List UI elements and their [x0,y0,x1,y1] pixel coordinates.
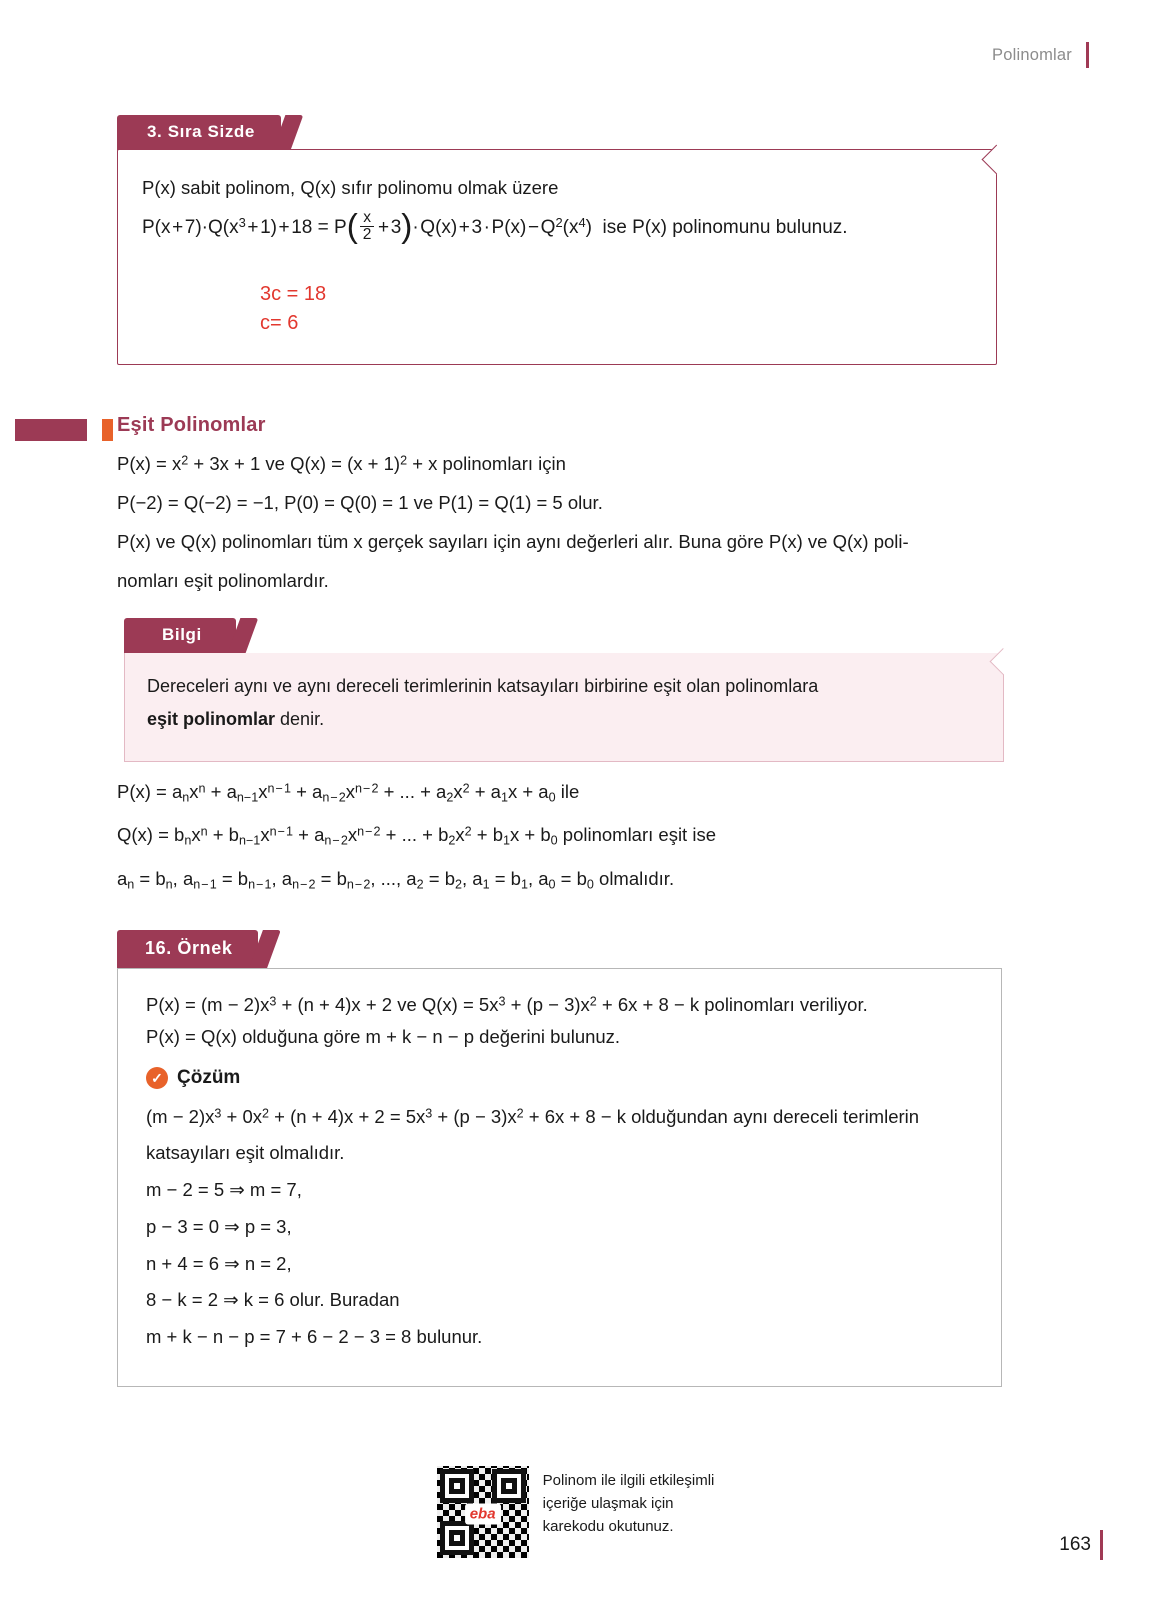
equation-part1: P(x + $7)\cdot Q(x^3$ + 1) + 18 = P [142,214,347,238]
bilgi-box [124,653,1004,762]
bilgi-corner-fold [990,648,1017,675]
corner-fold-decoration [982,145,1012,175]
qr-caption-line-1: Polinom ile ilgili etkileşimli [542,1472,715,1489]
paragraph-3: P(x) ve Q(x) polinomları tüm x gerçek sayıları için aynı değerleri alır. Buna göre P(x) ve Q(x) poli- [117,531,909,553]
section-paragraphs [117,450,1002,606]
qr-caption-line-3: karekodu okutunuz. [542,1517,674,1535]
sira-sizde-equation: P(x + $7)\cdot Q(x^3$ + 1) + 18 = P( $\frac{x}{2}$ + 3)· Q(x) + 3 · P(x) − $Q^2(x^4)$ ise P(x) polinomunu bulunuz. [142,207,848,245]
section-bar-accent [102,419,113,441]
solution-line-7: m + k − n − p = 7 + 6 − 2 − 3 = 8 bulunur. [146,1326,483,1347]
solution-line-5: n + 4 = 6 ⇒ n = 2, [146,1252,292,1274]
section-heading-block [117,414,997,437]
ornek-box [117,968,1002,1387]
formula-line-1: $P(x) = a_nx^n + a_{n-1}x^{n - 1} + a_{n - 2}x^{n - 2}$ + ... + $a_2x^2 + a_1x + a_0$ ile [117,781,580,805]
bilgi-line-2 [147,706,977,733]
page-number: 163 [1059,1534,1091,1555]
page-header [992,42,1089,68]
qr-finder-bottom-left [440,1521,474,1555]
sira-sizde-box [117,149,997,365]
qr-caption-line-2: içeriğe ulaşmak için [542,1494,674,1512]
bilgi-tab: Bilgi [124,618,236,653]
paragraph-2: P(−2) = Q(−2) = −1, P(0) = Q(0) = 1 ve P(1) = Q(1) = 5 olur. [117,492,603,514]
paragraph-4: nomları eşit polinomlardır. [117,570,329,592]
solution-line-4: p − 3 = 0 ⇒ p = 3, [146,1215,292,1237]
bilgi-line-1: Dereceleri aynı ve aynı dereceli terimlerinin katsayıları birbirine eşit olan polinomlara [147,676,819,696]
check-circle-icon: ✓ [146,1067,168,1089]
formula-block [117,778,1002,908]
equation-part2: · Q(x) + 3 · P(x) − $Q^2(x^4)$ ise P(x) polinomunu bulunuz. [412,214,848,238]
section-title: Eşit Polinomlar [117,414,266,436]
ornek-statement-1: $P(x) = (m - 2)x^3 + (n + 4)x + 2$ ve $Q(x) = 5x^3 + (p - 3)x^2 + 6x + 8 - k$ polinomları veriliyor. [146,994,868,1015]
sira-sizde-section [117,115,997,365]
bilgi-line-2-rest: denir. [275,709,325,729]
footer-qr-block [0,1466,1151,1558]
solution-line-2: katsayıları eşit olmalıdır. [146,1142,345,1164]
solution-line-1: $(m - 2)x^3 + 0x^2 + (n + 4)x + 2 = 5x^3 + (p - 3)x^2 + 6x + 8 - k$ olduğundan aynı dereceli terimlerin [146,1105,920,1127]
sira-sizde-line1: P(x) sabit polinom, Q(x) sıfır polinomu olmak üzere [142,177,559,198]
bilgi-bold-term: eşit polinomlar [147,709,276,729]
qr-code-icon[interactable] [437,1466,529,1558]
header-title: Polinomlar [992,45,1072,64]
qr-brand-label: eba [465,1503,501,1524]
cozum-header [146,1067,973,1089]
handwritten-line-2: c= 6 [260,312,299,335]
handwritten-answer [260,280,966,338]
qr-caption [543,1466,715,1538]
formula-line-3: $a_n = b_n$, $a_{n - 1} = b_{n - 1}$, $a_{n - 2} = b_{n - 2}$, ..., $a_2 = b_2$, $a_1 = b_1$, $a_0 = b_0$ olmalıdır. [117,867,675,892]
formula-line-2: $Q(x) = b_nx^n + b_{n-1}x^{n - 1} + a_{n - 2}x^{n - 2}$ + ... + $b_2x^2 + b_1x + b_0$ polinomları eşit ise [117,824,716,848]
paragraph-1: $P(x) = x^2 + 3x + 1$ ve $Q(x) = (x + 1)^2 + x$ polinomları için [117,453,566,474]
sira-sizde-tab: 3. Sıra Sizde [117,115,281,150]
page-number-rule [1100,1530,1103,1560]
section-bar-left [15,419,87,441]
ornek-section [117,930,1002,1387]
handwritten-line-1: 3c = 18 [260,283,327,306]
page-number-block [1059,1530,1103,1560]
solution-line-3: m − 2 = 5 ⇒ m = 7, [146,1179,302,1200]
header-rule [1086,42,1089,68]
ornek-statement-2: P(x) = Q(x) olduğuna göre m + k − n − p değerini bulunuz. [146,1025,621,1047]
cozum-label: Çözüm [177,1066,241,1088]
solution-line-6: 8 − k = 2 ⇒ k = 6 olur. Buradan [146,1289,400,1311]
ornek-tab: 16. Örnek [117,930,258,968]
bilgi-section [124,618,1004,762]
equation-mid: + 3 [376,216,402,238]
fraction-x-over-2: $\frac{x}{2}$ [360,210,375,244]
